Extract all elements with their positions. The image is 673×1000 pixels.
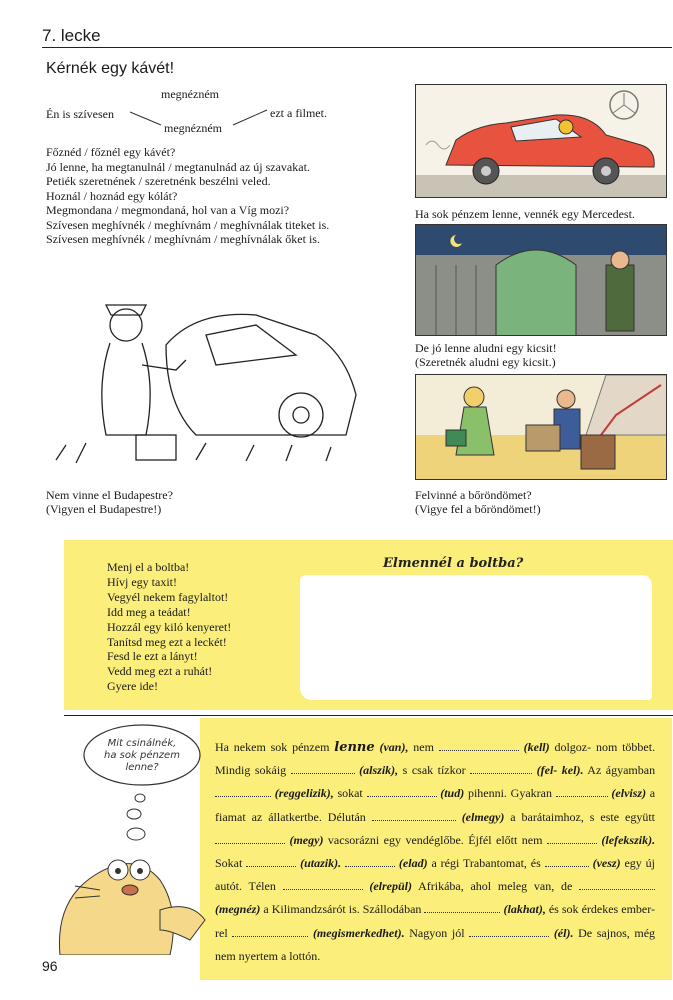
blank-16[interactable]: [232, 924, 308, 937]
choice-suffix: ezt a filmet.: [270, 106, 327, 120]
blank-5[interactable]: [367, 784, 437, 797]
blank-3[interactable]: [470, 761, 532, 774]
command-list: [107, 560, 231, 694]
blank-4[interactable]: [215, 784, 271, 797]
hitch-caption-1: Nem vinne el Budapestre?: [46, 488, 173, 502]
blank-15[interactable]: [424, 900, 500, 913]
sleep-caption-1: De jó lenne aludni egy kicsit!: [415, 341, 557, 355]
command-item: Menj el a boltba!: [107, 560, 190, 574]
choice-connector-lines: [125, 98, 275, 132]
page-number: 96: [42, 958, 58, 974]
car-caption: Ha sok pénzem lenne, vennék egy Mercedest.: [415, 207, 635, 221]
sentence: Szívesen meghívnék / meghívnám / meghívnálak titeket is.: [46, 217, 330, 232]
handwritten-title: Elmennél a boltba?: [383, 556, 524, 571]
command-item: Vegyél nekem fagylaltot!: [107, 589, 229, 604]
car-illustration: [415, 84, 667, 198]
sentence: Hoznál / hoznád egy kólát?: [46, 188, 178, 203]
sentence: Főznéd / főznél egy kávét?: [46, 145, 176, 159]
blank-13[interactable]: [283, 877, 363, 890]
blank-6[interactable]: [556, 784, 608, 797]
answer-example: lenne: [334, 740, 375, 755]
command-item: Hívj egy taxit!: [107, 574, 177, 589]
dreaming-cat-illustration: [40, 790, 210, 955]
sentence: Petiék szeretnének / szeretnénk beszélni veled.: [46, 174, 271, 188]
blank-8[interactable]: [215, 831, 285, 844]
hitch-caption-2: (Vigyen el Budapestre!): [46, 502, 162, 516]
sleep-illustration: [415, 224, 667, 336]
suitcase-caption-1: Felvinné a bőröndömet?: [415, 488, 532, 502]
suitcase-caption-2: (Vigye fel a bőröndömet!): [415, 502, 541, 516]
blank-7[interactable]: [372, 808, 456, 821]
lesson-header: 7. lecke: [42, 26, 101, 45]
choice-upper: megnézném: [161, 87, 219, 101]
thought-bubble-text: Mit csinálnék, ha sok pénzem lenne?: [104, 738, 180, 773]
blank-17[interactable]: [469, 924, 549, 937]
sentence: Megmondana / megmondaná, hol van a Víg mozi?: [46, 203, 290, 217]
blank-2[interactable]: [291, 761, 355, 774]
command-item: Idd meg a teádat!: [107, 604, 191, 619]
blank-1[interactable]: [439, 738, 519, 751]
hitchhiker-illustration: [46, 285, 366, 475]
page-title: Kérnék egy kávét!: [46, 60, 175, 77]
sentence-list: [46, 145, 329, 247]
exercise-paragraph: Ha nekem sok pénzem lenne (van), nem (kell) dolgoz- nom többet. Mindig sokáig (alszik), s csak tízkor (fel- kel). Az ágyamban (reggelizik), sokat (tud) pihenni. Gyakran (elvisz) a fiamat az állatkertbe. Délután (elmegy) a barátaimhoz, s este együtt (megy) vacsorázni egy vendéglőbe. Éjfél előtt nem (lefekszik). Sokat (utazik). (elad) a régi Trabantomat, és (vesz) egy új autót. Télen (elrepül) Afrikába, ahol meleg van, de (megnéz) a Kilimandzsárót is. Szállodában (lakhat), és sok érdekes ember- rel (megismerkedhet). Nagyon jól (él). De sajnos, még nem nyertem a lottón.: [215, 740, 656, 963]
header-rule: [42, 47, 672, 48]
suitcase-illustration: [415, 374, 667, 480]
writing-area: [300, 575, 652, 700]
section-divider: [64, 715, 673, 716]
blank-14[interactable]: [579, 877, 655, 890]
sleep-caption-2: (Szeretnék aludni egy kicsit.): [415, 355, 556, 369]
choice-lower: megnézném: [164, 121, 222, 135]
blank-9[interactable]: [547, 831, 597, 844]
blank-12[interactable]: [545, 854, 589, 867]
command-item: Fesd le ezt a lányt!: [107, 649, 198, 664]
blank-11[interactable]: [345, 854, 395, 867]
command-item: Vedd meg ezt a ruhát!: [107, 664, 213, 679]
command-item: Hozzál egy kiló kenyeret!: [107, 619, 232, 634]
command-item: Tanítsd meg ezt a leckét!: [107, 634, 227, 649]
blank-10[interactable]: [246, 854, 296, 867]
command-item: Gyere ide!: [107, 679, 158, 694]
sentence: Jó lenne, ha megtanulnál / megtanulnád az új szavakat.: [46, 159, 310, 174]
sentence: Szívesen meghívnék / meghívnám / meghívnálak őket is.: [46, 232, 320, 246]
choice-prefix: Én is szívesen: [46, 107, 114, 121]
